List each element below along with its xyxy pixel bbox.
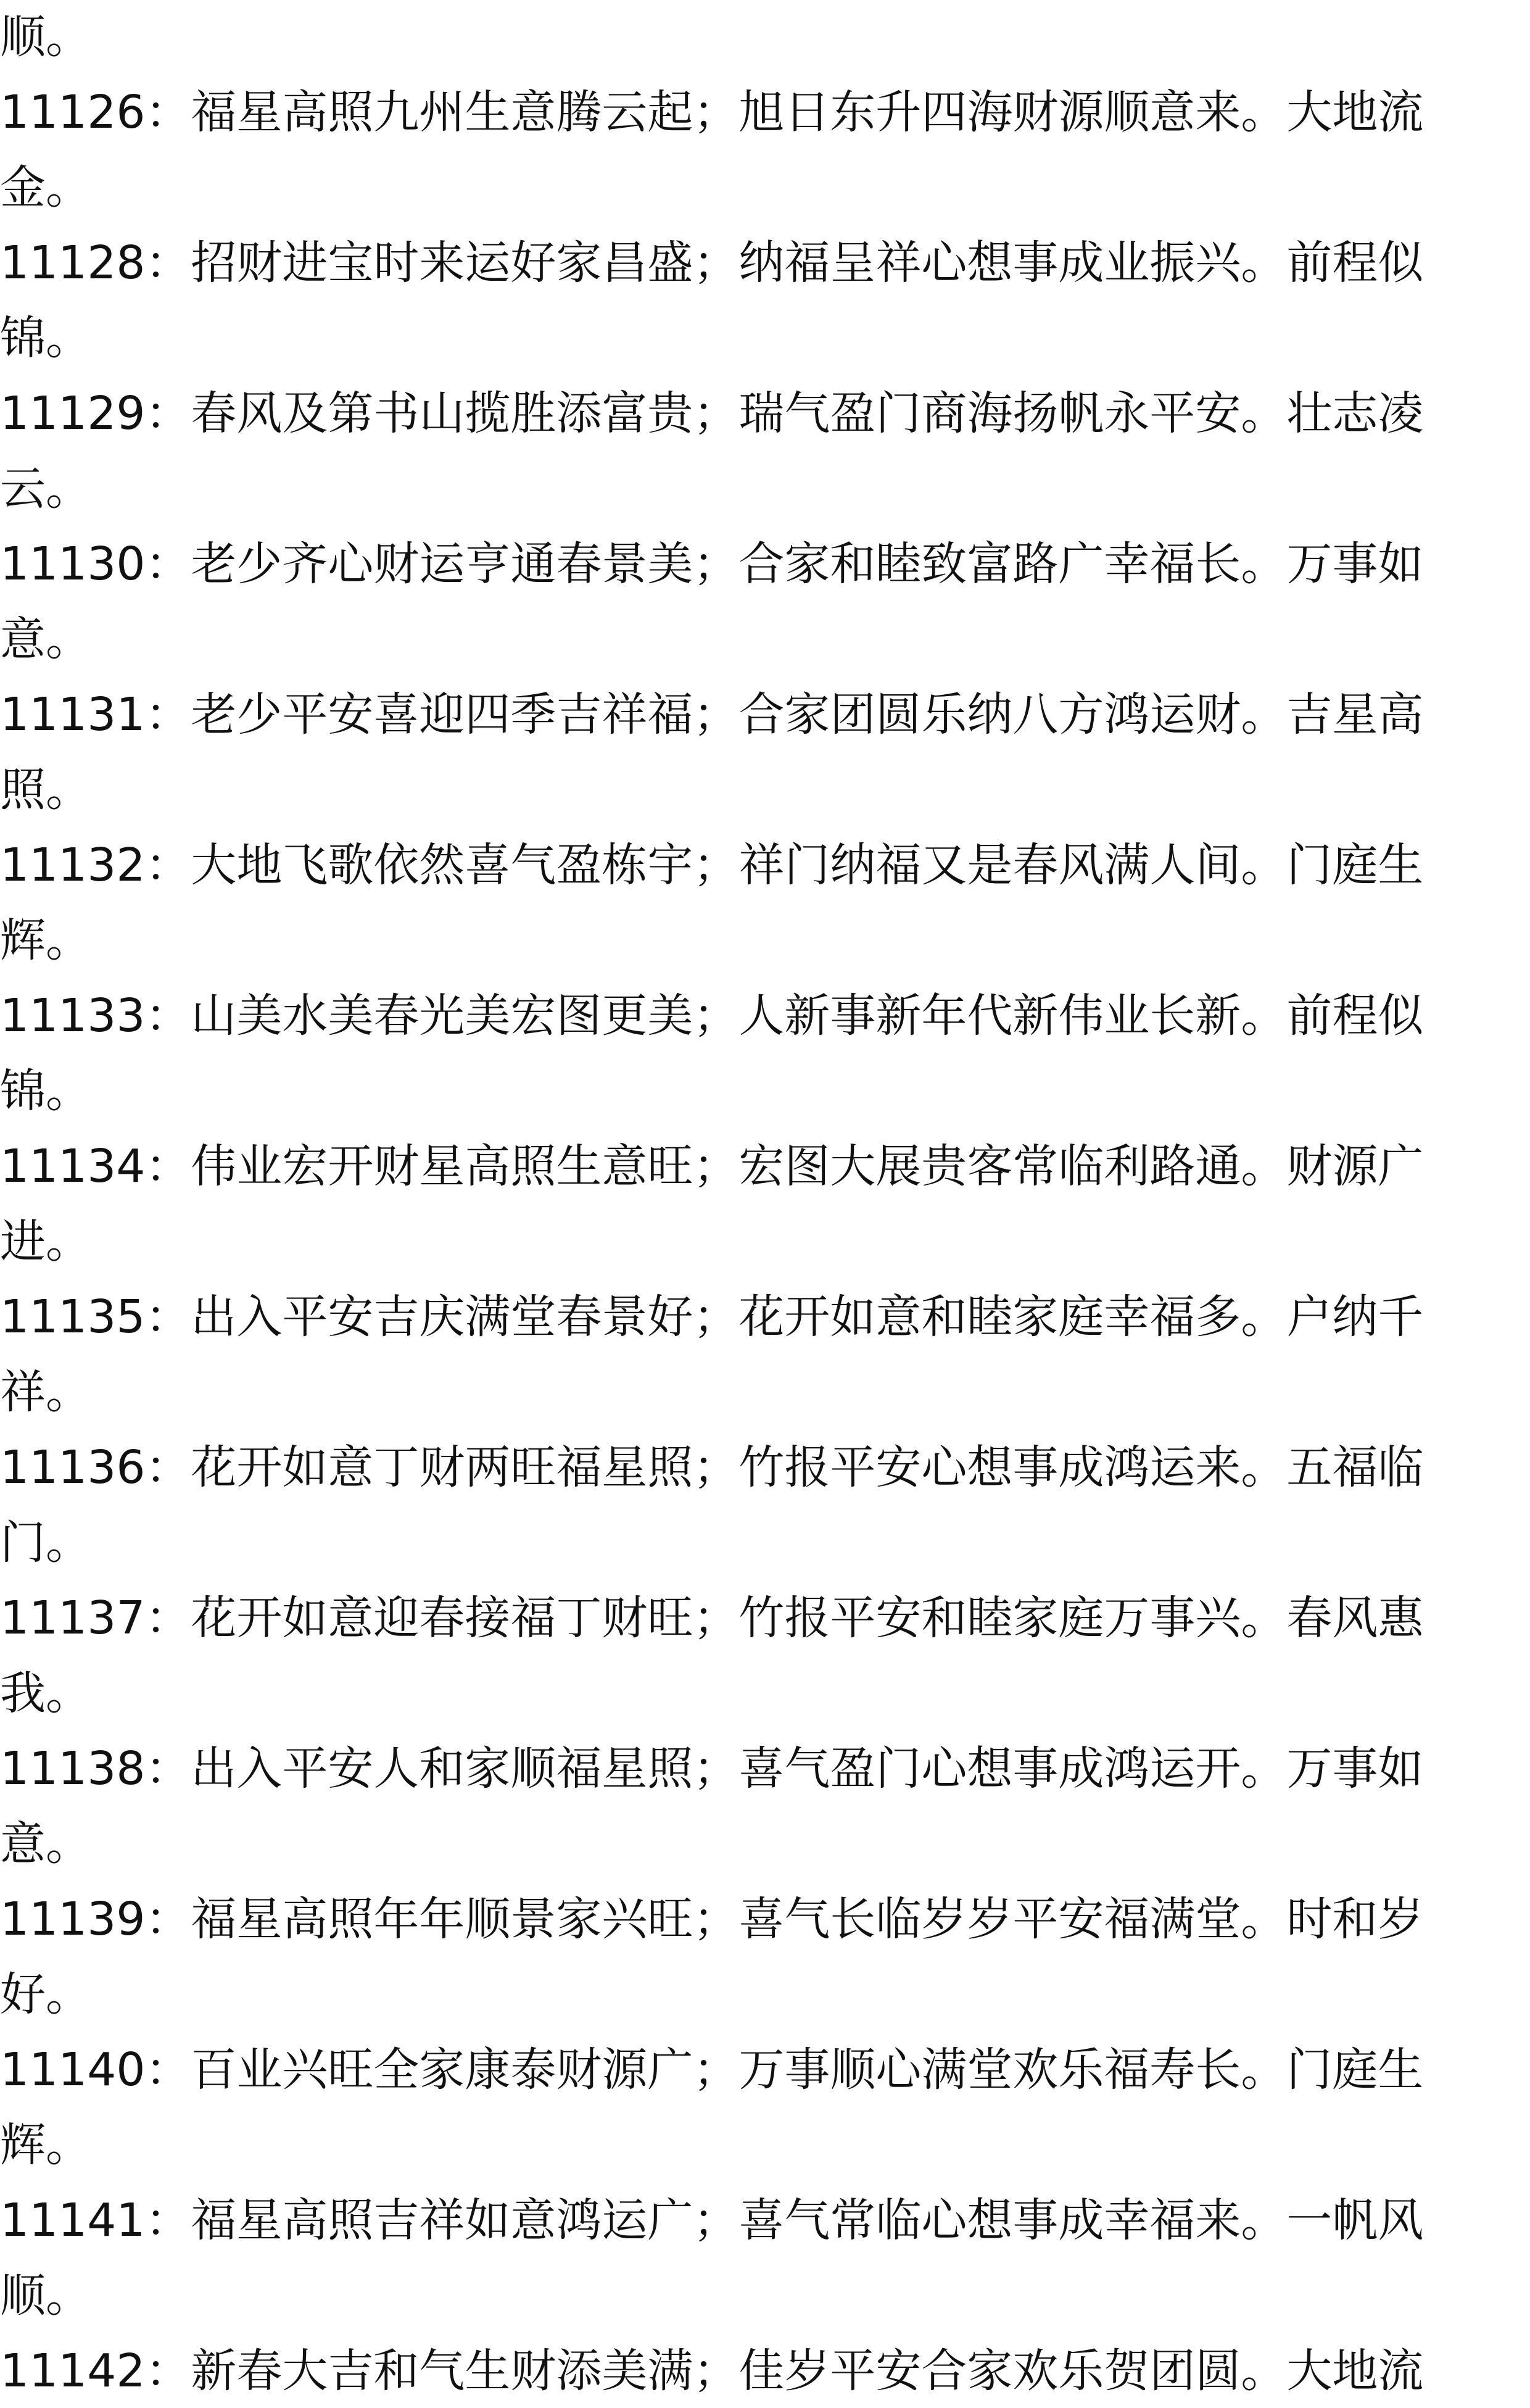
text-line: 11136：花开如意丁财两旺福星照；竹报平安心想事成鸿运来。五福临 (0, 1441, 1424, 1494)
text-line: 11128：招财进宝时来运好家昌盛；纳福呈祥心想事成业振兴。前程似 (0, 236, 1424, 289)
text-line: 11137：花开如意迎春接福丁财旺；竹报平安和睦家庭万事兴。春风惠 (0, 1592, 1424, 1645)
text-line: 11132：大地飞歌依然喜气盈栋宇；祥门纳福又是春风满人间。门庭生 (0, 839, 1424, 892)
text-line: 门。 (0, 1516, 91, 1569)
text-line: 锦。 (0, 312, 91, 365)
text-line: 我。 (0, 1667, 91, 1720)
text-line: 照。 (0, 763, 91, 816)
text-line: 11135：出入平安吉庆满堂春景好；花开如意和睦家庭幸福多。户纳千 (0, 1290, 1424, 1343)
text-line: 11133：山美水美春光美宏图更美；人新事新年代新伟业长新。前程似 (0, 989, 1424, 1042)
text-line: 11142：新春大吉和气生财添美满；佳岁平安合家欢乐贺团圆。大地流 (0, 2344, 1424, 2398)
text-line: 好。 (0, 1968, 91, 2021)
text-line: 11138：出入平安人和家顺福星照；喜气盈门心想事成鸿运开。万事如 (0, 1742, 1424, 1795)
text-line: 云。 (0, 462, 91, 515)
text-line: 11131：老少平安喜迎四季吉祥福；合家团圆乐纳八方鸿运财。吉星高 (0, 688, 1424, 741)
text-line: 11140：百业兴旺全家康泰财源广；万事顺心满堂欢乐福寿长。门庭生 (0, 2043, 1424, 2096)
text-line: 11134：伟业宏开财星高照生意旺；宏图大展贵客常临利路通。财源广 (0, 1140, 1424, 1193)
text-line: 意。 (0, 613, 91, 666)
text-line: 祥。 (0, 1366, 91, 1419)
text-line: 金。 (0, 161, 91, 214)
text-line: 11126：福星高照九州生意腾云起；旭日东升四海财源顺意来。大地流 (0, 86, 1424, 139)
text-line: 进。 (0, 1215, 91, 1268)
text-line: 11141：福星高照吉祥如意鸿运广；喜气常临心想事成幸福来。一帆风 (0, 2194, 1424, 2247)
text-line: 11129：春风及第书山揽胜添富贵；瑞气盈门商海扬帆永平安。壮志凌 (0, 387, 1424, 440)
text-line: 11139：福星高照年年顺景家兴旺；喜气长临岁岁平安福满堂。时和岁 (0, 1893, 1424, 1946)
text-line: 辉。 (0, 2119, 91, 2172)
text-line: 辉。 (0, 914, 91, 967)
text-line: 锦。 (0, 1065, 91, 1118)
text-line: 顺。 (0, 10, 91, 64)
text-line: 顺。 (0, 2269, 91, 2322)
text-line: 11130：老少齐心财运亨通春景美；合家和睦致富路广幸福长。万事如 (0, 538, 1424, 591)
text-line: 意。 (0, 1817, 91, 1870)
